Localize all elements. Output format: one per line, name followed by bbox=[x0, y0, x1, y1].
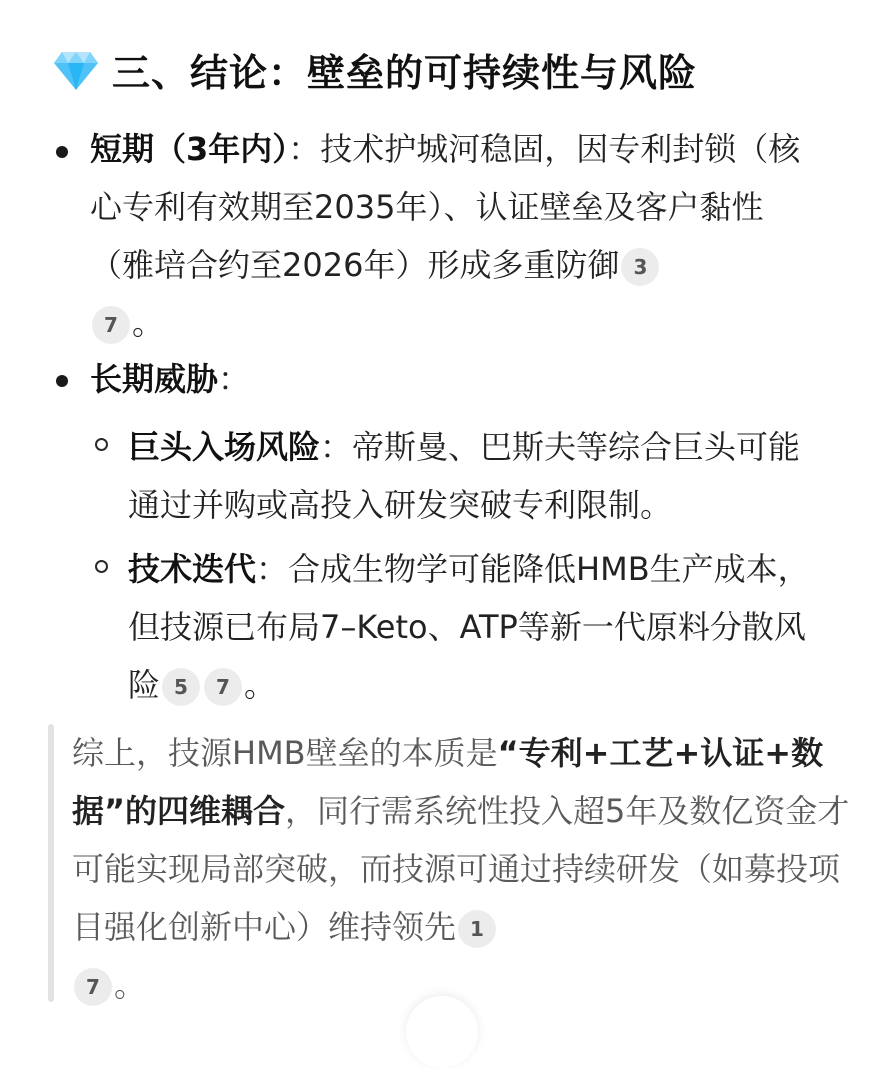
item-body: 技术护城河稳固，因专利封锁（核心专利有效期至2035年）、认证壁垒及客户黏性（雅培合约至2026年）形成多重防御 bbox=[90, 130, 801, 284]
list-item-long-term bbox=[90, 350, 820, 408]
heading-text: 三、结论：壁垒的可持续性与风险 bbox=[112, 51, 698, 95]
sub-bullet-circle bbox=[95, 560, 108, 573]
item-separator: ： bbox=[218, 360, 251, 398]
item-label: 技术迭代 bbox=[128, 550, 257, 588]
citation-badge[interactable]: 5 bbox=[162, 668, 200, 706]
item-body: 帝斯曼、巴斯夫等综合巨头可能通过并购或高投入研发突破专利限制。 bbox=[128, 428, 801, 524]
bullet-dot bbox=[56, 146, 68, 158]
list-item-short-term bbox=[90, 120, 820, 352]
item-end: 。 bbox=[132, 304, 165, 342]
citation-badge[interactable]: 1 bbox=[458, 910, 496, 948]
item-separator: ： bbox=[320, 428, 353, 466]
item-separator: ： bbox=[288, 130, 321, 168]
blockquote-bar bbox=[48, 724, 54, 1002]
sub-item-tech-iteration bbox=[128, 540, 828, 714]
item-label: 巨头入场风险 bbox=[128, 428, 321, 466]
citation-badge[interactable]: 7 bbox=[74, 968, 112, 1006]
item-separator: ： bbox=[256, 550, 289, 588]
citation-badge[interactable]: 7 bbox=[92, 306, 130, 344]
section-heading bbox=[52, 42, 697, 97]
item-body: 合成生物学可能降低HMB生产成本，但技源已布局7–Keto、ATP等新一代原料分散风险 bbox=[128, 550, 810, 704]
summary-post: ，同行需系统性投入超5年及数亿资金才可能实现局部突破，而技源可通过持续研发（如募投项目强化创新中心）维持领先 bbox=[72, 792, 850, 946]
item-label: 短期（3年内） bbox=[90, 130, 289, 168]
sub-item-giants-risk bbox=[128, 418, 828, 534]
bullet-dot bbox=[56, 375, 68, 387]
summary-bold: “专利+工艺+认证+数据”的四维耦合 bbox=[72, 734, 824, 830]
citation-badge[interactable]: 7 bbox=[204, 668, 242, 706]
item-label: 长期威胁 bbox=[90, 360, 219, 398]
scroll-down-button[interactable] bbox=[406, 996, 478, 1068]
citation-badge[interactable]: 3 bbox=[621, 248, 659, 286]
summary-blockquote bbox=[72, 724, 852, 1014]
sub-bullet-circle bbox=[95, 438, 108, 451]
gem-icon bbox=[52, 48, 100, 92]
item-end: 。 bbox=[244, 666, 277, 704]
item-end: 。 bbox=[114, 966, 147, 1004]
summary-pre: 综上，技源HMB壁垒的本质是 bbox=[72, 734, 498, 772]
